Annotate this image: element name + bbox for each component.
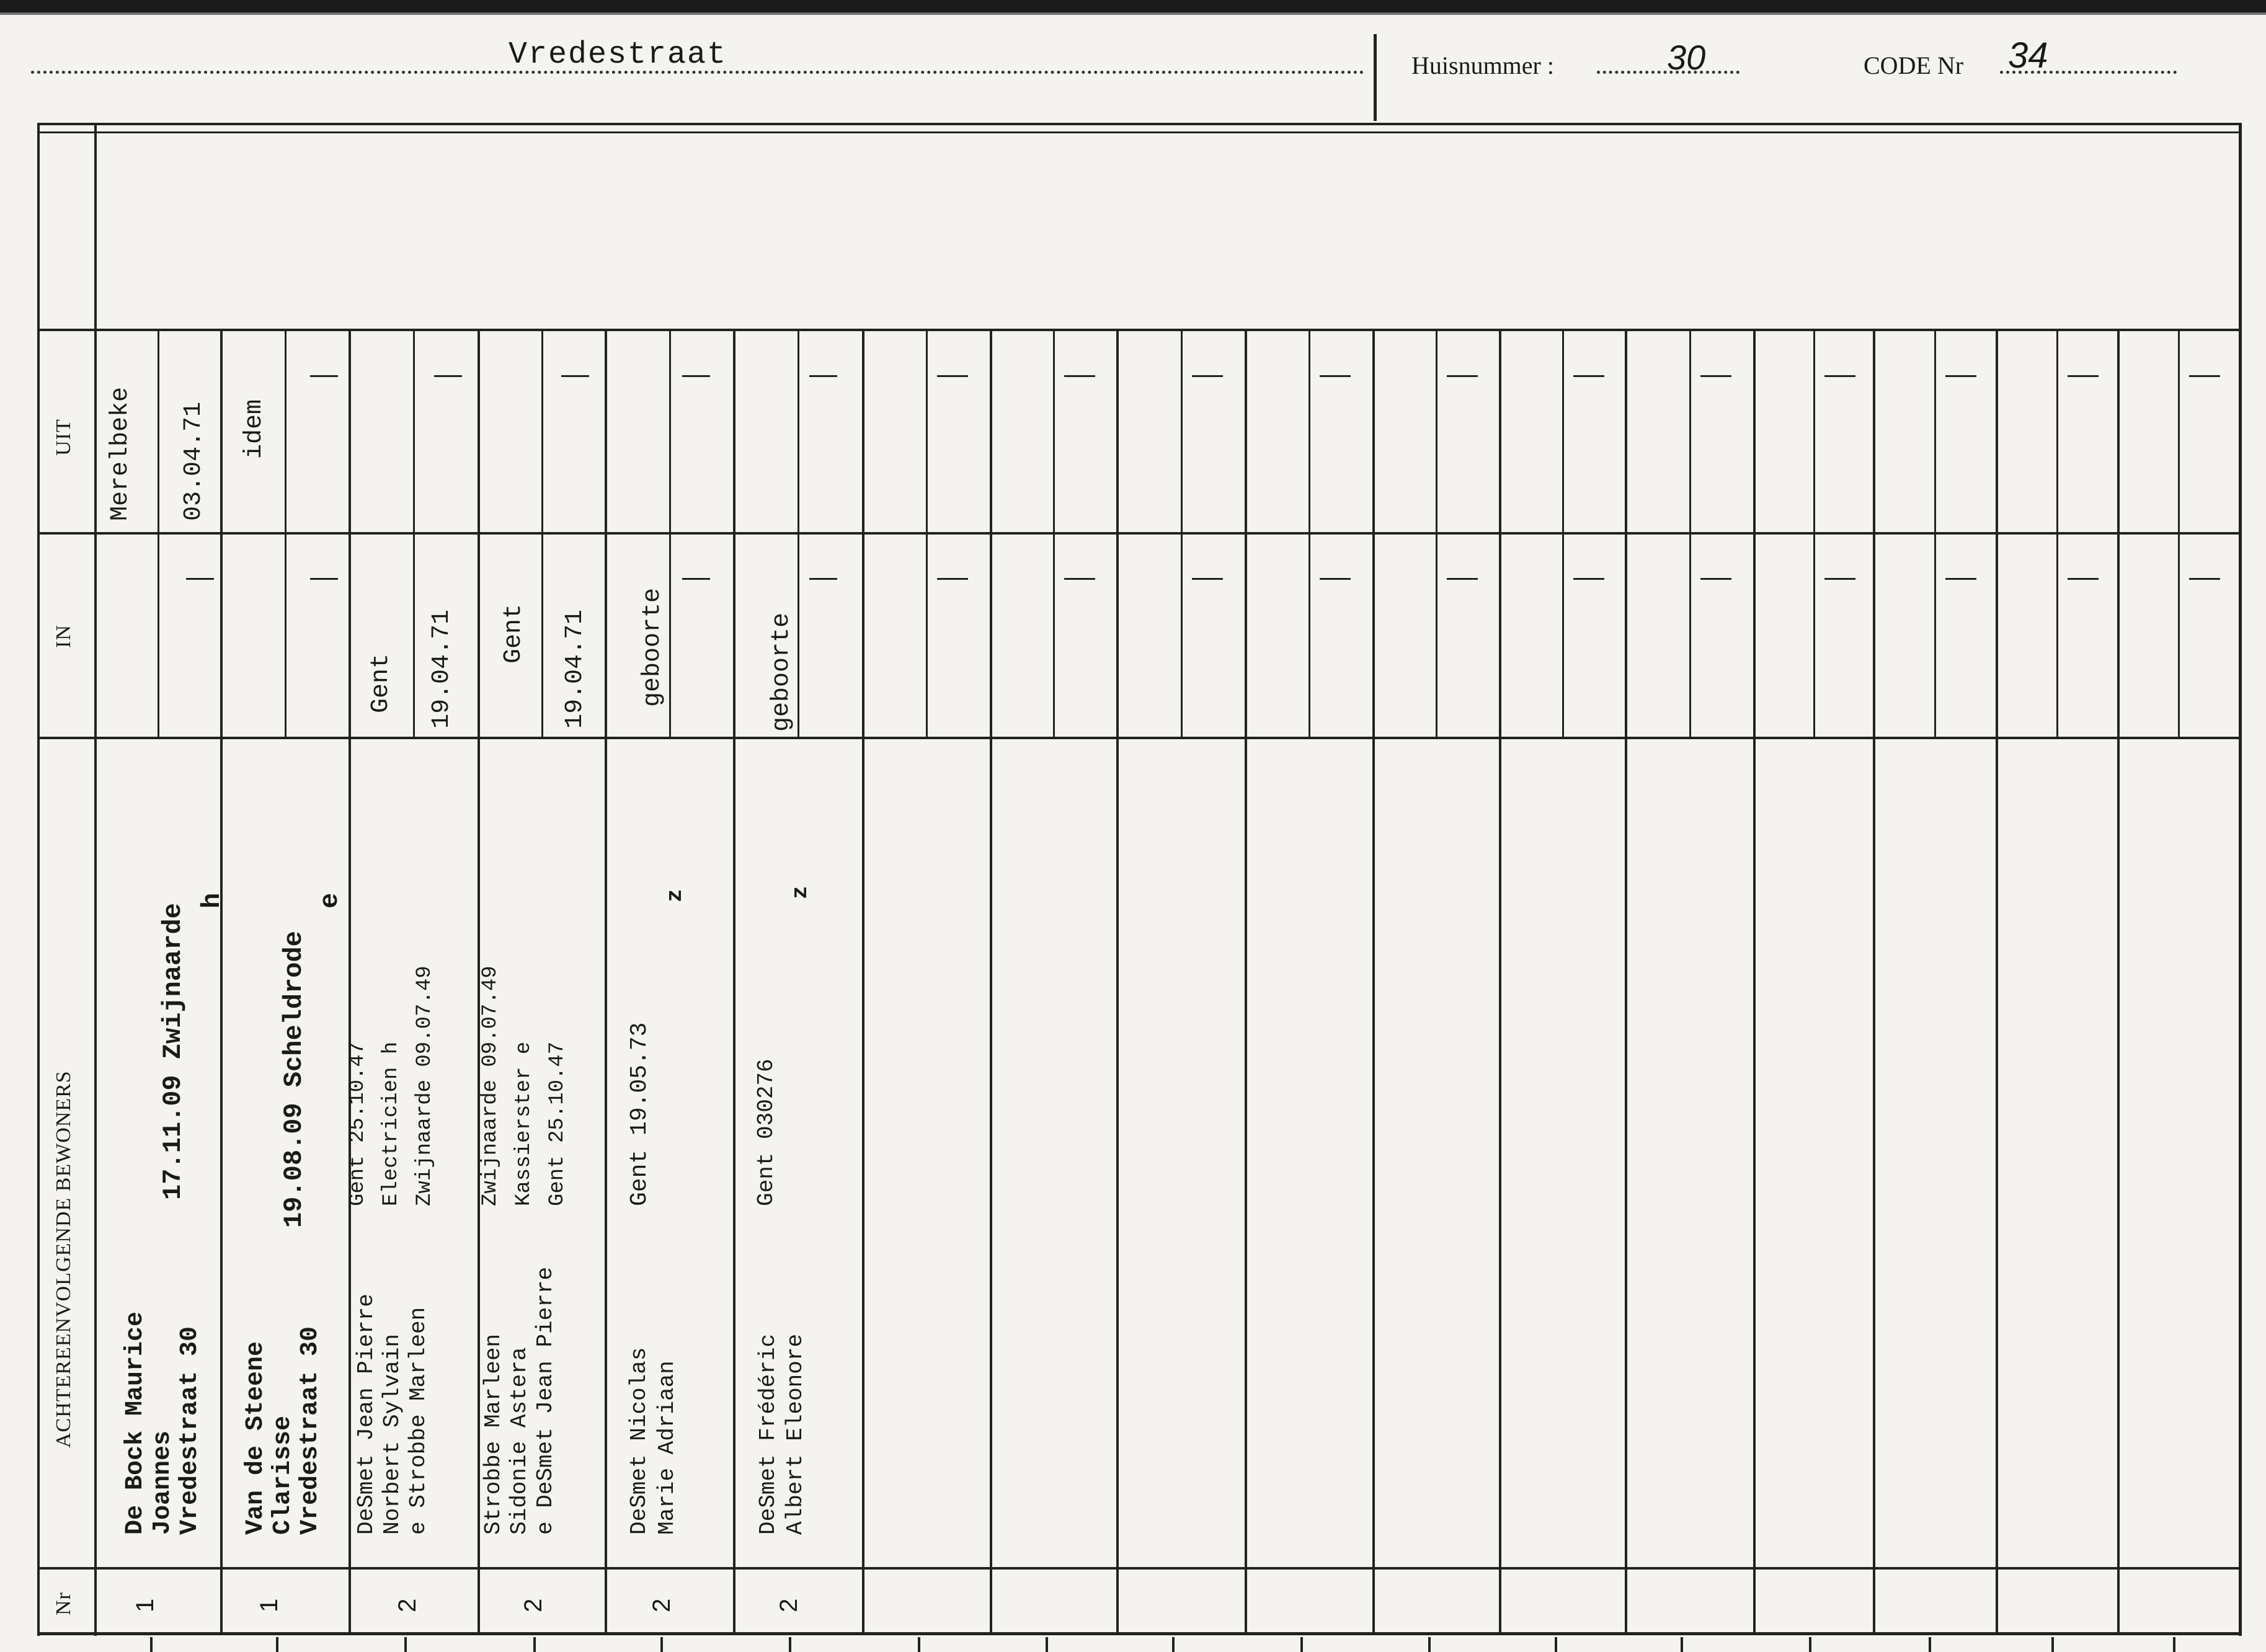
- row-2-name-line-2: Clarisse: [269, 1415, 297, 1535]
- column-divider: [1245, 329, 1247, 1632]
- empty-cell-dash: [1573, 578, 1604, 580]
- sub-column-divider: [541, 329, 543, 737]
- empty-cell-dash: [1824, 375, 1855, 377]
- row-3-in-date: 19.04.71: [428, 609, 456, 729]
- column-divider: [2117, 329, 2120, 1632]
- column-divider: [2239, 329, 2241, 1632]
- sub-column-divider: [1813, 329, 1815, 737]
- sub-column-divider: [1309, 329, 1310, 737]
- row-2-out-dash: [310, 375, 338, 377]
- residents-section-bottom: [37, 1567, 2241, 1570]
- top-border: [0, 0, 2266, 12]
- row-4-name-line-1: Strobbe Marleen: [481, 1333, 506, 1535]
- empty-cell-dash: [1320, 375, 1351, 377]
- bottom-tick: [918, 1637, 920, 1652]
- bottom-tick: [1172, 1637, 1175, 1652]
- column-divider: [1753, 329, 1756, 1632]
- row-2-name-line-3: Vredestraat 30: [296, 1326, 324, 1535]
- column-divider: [862, 329, 864, 1632]
- empty-cell-dash: [1320, 578, 1351, 580]
- house-number-value: 30: [1667, 38, 1706, 77]
- column-divider: [733, 329, 735, 1632]
- bottom-tick: [660, 1637, 663, 1652]
- row-5-sex: z: [662, 889, 688, 902]
- uit-section-bottom: [37, 532, 2241, 535]
- row-2-name-line-1: Van de Steene: [242, 1341, 270, 1535]
- row-5-in-place: geboorte: [639, 587, 667, 707]
- bottom-tick: [533, 1637, 536, 1652]
- row-3-nr: 2: [394, 1598, 421, 1612]
- row-6-detail-1: Gent 030276: [753, 1059, 779, 1206]
- bottom-tick: [150, 1637, 153, 1652]
- sub-column-divider: [926, 329, 928, 737]
- row-6-in-place: geboorte: [768, 612, 796, 732]
- row-1-birth: 17.11.09 Zwijnaarde: [158, 903, 188, 1200]
- row-1-name-line-1: De Bock Maurice: [122, 1311, 149, 1535]
- sub-column-divider: [1181, 329, 1183, 737]
- row-3-detail-2: Electricien h: [380, 1041, 403, 1206]
- sub-column-divider: [2178, 329, 2180, 737]
- nr-section-label: Nr: [52, 1592, 75, 1615]
- bottom-tick: [1428, 1637, 1431, 1652]
- bottom-tick: [1555, 1637, 1557, 1652]
- row-6-out-dash: [809, 375, 837, 377]
- column-divider: [220, 329, 223, 1632]
- row-3-out-dash: [434, 375, 462, 377]
- column-divider: [1873, 329, 1875, 1632]
- column-divider: [94, 329, 97, 1632]
- row-4-out-dash: [561, 375, 589, 377]
- row-6-sex: z: [788, 886, 813, 899]
- column-divider: [349, 329, 351, 1632]
- bottom-tick: [1929, 1637, 1931, 1652]
- empty-cell-dash: [1945, 578, 1976, 580]
- row-4-nr: 2: [520, 1598, 547, 1612]
- empty-cell-dash: [1447, 578, 1478, 580]
- empty-cell-dash: [1573, 375, 1604, 377]
- bottom-tick: [1809, 1637, 1811, 1652]
- row-3-name-line-1: DeSmet Jean Pierre: [353, 1294, 379, 1535]
- row-3-in-place: Gent: [367, 653, 395, 713]
- empty-cell-dash: [1192, 578, 1223, 580]
- sub-column-divider: [1689, 329, 1691, 737]
- bottom-tick: [2051, 1637, 2054, 1652]
- row-3-detail-3: Zwijnaarde 09.07.49: [413, 966, 437, 1206]
- row-6-nr: 2: [775, 1598, 802, 1612]
- row-4-detail-2: Kassierster e: [512, 1041, 536, 1206]
- column-divider: [1625, 329, 1627, 1632]
- column-divider: [1499, 329, 1501, 1632]
- empty-cell-dash: [1700, 375, 1731, 377]
- row-3-name-line-3: e Strobbe Marleen: [406, 1307, 431, 1535]
- row-1-sex: h: [197, 892, 227, 908]
- row-4-detail-3: Gent 25.10.47: [546, 1041, 569, 1206]
- row-1-nr: 1: [131, 1598, 159, 1612]
- row-5-nr: 2: [648, 1598, 675, 1612]
- empty-cell-dash: [2068, 375, 2099, 377]
- frame-left: [37, 123, 40, 1636]
- bottom-tick: [1681, 1637, 1683, 1652]
- row-6-name-line-2: Albert Eleonore: [783, 1333, 808, 1535]
- empty-cell-dash: [2189, 578, 2220, 580]
- row-1-in-dash: [186, 578, 214, 580]
- row-4-detail-1: Zwijnaarde 09.07.49: [479, 966, 502, 1206]
- top-border-shadow: [0, 12, 2266, 15]
- row-1-name-line-2: Joannes: [149, 1430, 177, 1535]
- row-3-detail-1: Gent 25.10.47: [346, 1041, 370, 1206]
- sub-column-divider: [285, 329, 287, 737]
- row-1-out-place: Merelbeke: [107, 386, 135, 521]
- street-name: Vredestraat: [509, 37, 727, 73]
- column-divider: [605, 329, 607, 1632]
- code-value: 34: [2008, 35, 2048, 76]
- empty-cell-dash: [1447, 375, 1478, 377]
- blank-section-bottom: [37, 329, 2241, 331]
- sub-column-divider: [1436, 329, 1437, 737]
- bottom-tick: [404, 1637, 407, 1652]
- sub-column-divider: [158, 329, 159, 737]
- bottom-tick: [1300, 1637, 1303, 1652]
- row-1-out-date: 03.04.71: [180, 401, 208, 521]
- sub-column-divider: [669, 329, 671, 737]
- column-divider: [990, 329, 992, 1632]
- sub-column-divider: [798, 329, 799, 737]
- bottom-tick: [276, 1637, 278, 1652]
- row-4-name-line-3: e DeSmet Jean Pierre: [533, 1266, 558, 1535]
- house-number-label: Huisnummer :: [1411, 51, 1554, 79]
- row-4-name-line-2: Sidonie Astera: [507, 1347, 532, 1535]
- bottom-tick: [2173, 1637, 2175, 1652]
- empty-cell-dash: [1824, 578, 1855, 580]
- row-2-sex: e: [315, 892, 345, 908]
- residents-section-label: ACHTEREENVOLGENDE BEWONERS: [52, 1070, 75, 1448]
- empty-cell-dash: [1064, 375, 1095, 377]
- sub-column-divider: [1053, 329, 1055, 737]
- empty-cell-dash: [1192, 375, 1223, 377]
- row-2-out-place: idem: [241, 399, 269, 459]
- row-1-name-line-3: Vredestraat 30: [176, 1326, 204, 1535]
- empty-cell-dash: [1945, 375, 1976, 377]
- header-separator: [1374, 34, 1377, 121]
- row-2-nr: 1: [255, 1598, 283, 1612]
- row-4-in-date: 19.04.71: [561, 609, 589, 729]
- row-5-detail-1: Gent 19.05.73: [626, 1022, 653, 1206]
- frame-top: [37, 123, 2241, 125]
- sub-column-divider: [1562, 329, 1564, 737]
- row-3-name-line-2: Norbert Sylvain: [380, 1333, 405, 1535]
- row-5-out-dash: [682, 375, 710, 377]
- sub-column-divider: [2056, 329, 2058, 737]
- code-label: CODE Nr: [1864, 51, 1964, 79]
- row-4-in-place: Gent: [500, 603, 528, 664]
- bottom-tick: [789, 1637, 791, 1652]
- empty-cell-dash: [937, 375, 968, 377]
- in-section-label: IN: [52, 624, 75, 648]
- empty-cell-dash: [1700, 578, 1731, 580]
- frame-top-inner: [37, 131, 2241, 133]
- empty-cell-dash: [1064, 578, 1095, 580]
- column-divider: [1372, 329, 1375, 1632]
- row-6-in-dash: [809, 578, 837, 580]
- empty-cell-dash: [937, 578, 968, 580]
- row-5-in-dash: [682, 578, 710, 580]
- row-5-name-line-2: Marie Adriaan: [654, 1361, 680, 1535]
- sub-column-divider: [413, 329, 415, 737]
- in-section-bottom: [37, 737, 2241, 739]
- empty-cell-dash: [2068, 578, 2099, 580]
- frame-bottom: [37, 1632, 2241, 1635]
- empty-cell-dash: [2189, 375, 2220, 377]
- bottom-tick: [1046, 1637, 1048, 1652]
- column-divider: [1116, 329, 1119, 1632]
- row-2-birth: 19.08.09 Scheldrode: [279, 931, 309, 1228]
- row-5-name-line-1: DeSmet Nicolas: [626, 1347, 652, 1535]
- out-section-label: UIT: [52, 419, 75, 456]
- row-6-name-line-1: DeSmet Frédéric: [755, 1333, 781, 1535]
- column-divider: [1996, 329, 1998, 1632]
- sub-column-divider: [1934, 329, 1936, 737]
- row-2-in-dash: [310, 578, 338, 580]
